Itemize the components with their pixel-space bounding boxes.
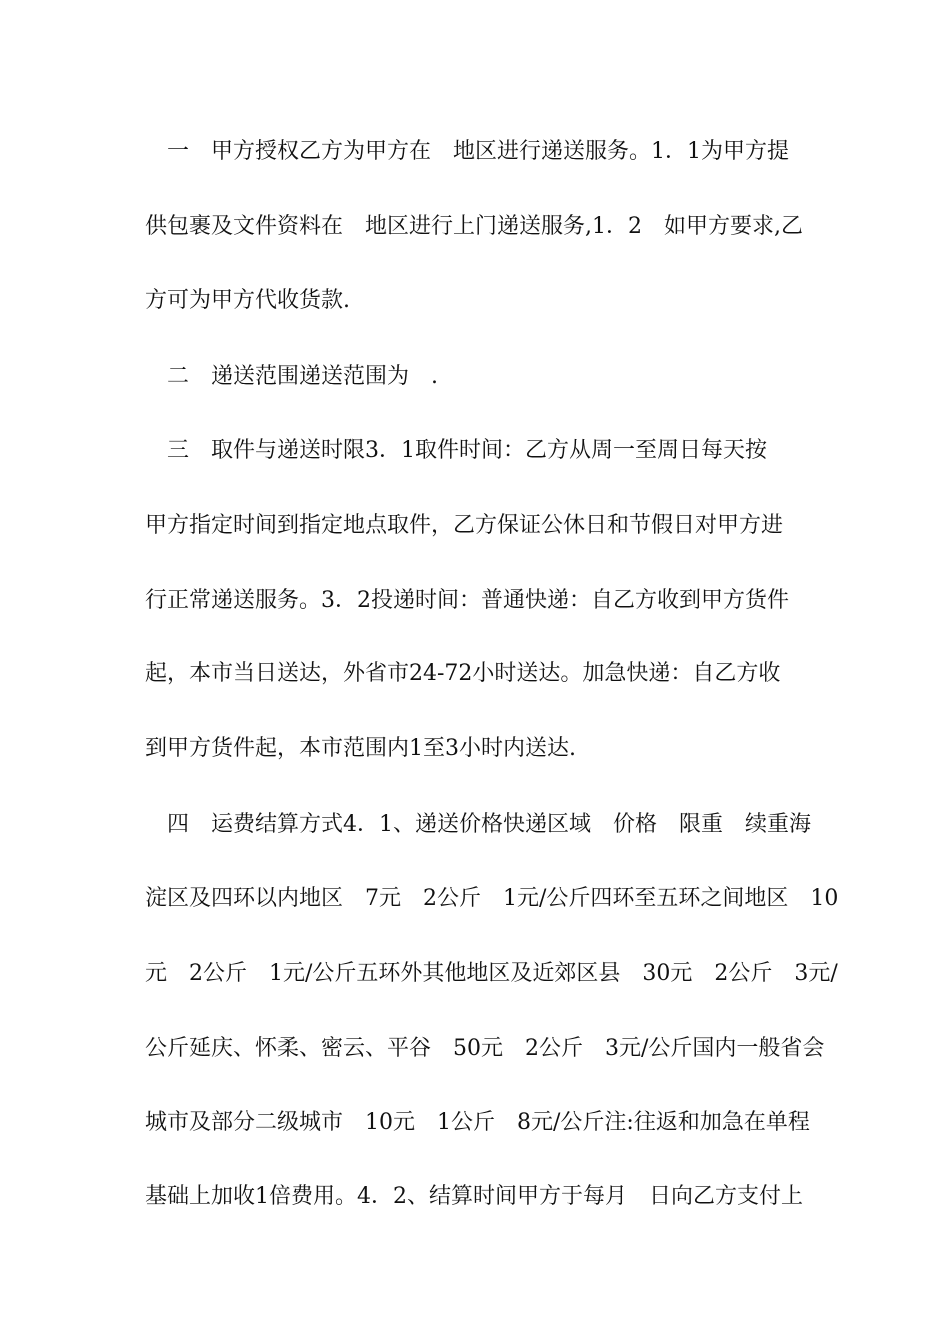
paragraph-4-line-2: 淀区及四环以内地区 7元 2公斤 1元/公斤四环至五环之间地区 10 <box>145 886 839 911</box>
paragraph-1-line-1: 一 甲方授权乙方为甲方在 地区进行递送服务。1．1为甲方提 <box>145 139 789 164</box>
paragraph-3-line-5: 到甲方货件起，本市范围内1至3小时内送达. <box>145 736 576 761</box>
paragraph-3-line-1: 三 取件与递送时限3．1取件时间：乙方从周一至周日每天按 <box>145 438 767 463</box>
paragraph-4-line-5: 城市及部分二级城市 10元 1公斤 8元/公斤注:往返和加急在单程 <box>145 1110 810 1135</box>
paragraph-4-line-3: 元 2公斤 1元/公斤五环外其他地区及近郊区县 30元 2公斤 3元/ <box>145 961 838 986</box>
paragraph-1-line-3: 方可为甲方代收货款. <box>145 288 350 313</box>
paragraph-4-line-4: 公斤延庆、怀柔、密云、平谷 50元 2公斤 3元/公斤国内一般省会 <box>145 1036 825 1061</box>
paragraph-3-line-2: 甲方指定时间到指定地点取件，乙方保证公休日和节假日对甲方进 <box>145 513 784 538</box>
paragraph-4-line-1: 四 运费结算方式4．1、递送价格快递区域 价格 限重 续重海 <box>145 812 811 837</box>
paragraph-3-line-3: 行正常递送服务。3．2投递时间：普通快递：自乙方收到甲方货件 <box>145 588 789 613</box>
paragraph-2-line-1: 二 递送范围递送范围为 . <box>145 364 438 389</box>
paragraph-3-line-4: 起，本市当日送达，外省市24-72小时送达。加急快递：自乙方收 <box>145 661 781 686</box>
paragraph-4-line-6: 基础上加收1倍费用。4．2、结算时间甲方于每月 日向乙方支付上 <box>145 1184 803 1209</box>
paragraph-1-line-2: 供包裹及文件资料在 地区进行上门递送服务,1．2 如甲方要求,乙 <box>145 214 803 239</box>
